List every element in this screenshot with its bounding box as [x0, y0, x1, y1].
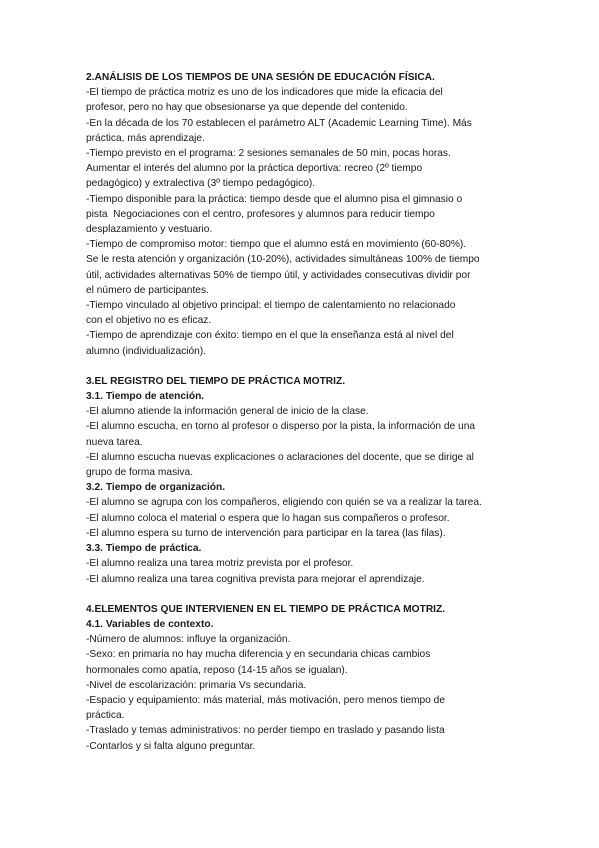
text-line: -Contarlos y si falta alguno preguntar.: [86, 740, 256, 752]
subsection-title: 3.2. Tiempo de organización.: [86, 482, 226, 494]
text-line: -Sexo: en primaria no hay mucha diferencia y en secundaria chicas cambios: [86, 649, 431, 661]
text-line: el número de participantes.: [86, 284, 209, 296]
text-line: -El alumno espera su turno de intervención para participar en la tarea (las filas).: [86, 527, 446, 539]
text-line: -El alumno realiza una tarea cognitiva prevista para mejorar el aprendizaje.: [86, 573, 425, 585]
text-line: -Tiempo de compromiso motor: tiempo que el alumno está en movimiento (60-80%).: [86, 239, 467, 251]
document-page: [86, 70, 526, 769]
text-line: -El alumno atiende la información general de inicio de la clase.: [86, 406, 369, 418]
text-line: desplazamiento y vestuario.: [86, 224, 213, 236]
text-line: nueva tarea.: [86, 436, 143, 448]
text-line: -El alumno escucha, en torno al profesor o disperso por la pista, la información de una: [86, 421, 476, 433]
text-line: -Tiempo vinculado al objetivo principal: el tiempo de calentamiento no relacionado: [86, 300, 456, 312]
text-line: -El alumno escucha nuevas explicaciones o aclaraciones del docente, que se dirige al: [86, 451, 474, 463]
text-line: grupo de forma masiva.: [86, 467, 194, 479]
subsection-title: 3.1. Tiempo de atención.: [86, 391, 205, 403]
text-line: -El alumno coloca el material o espera que lo hagan sus compañeros o profesor.: [86, 512, 450, 524]
subsection-title: 4.1. Variables de contexto.: [86, 618, 214, 630]
section-time-elements: [86, 602, 526, 754]
text-line: hormonales como apatía, reposo (14-15 años se igualan).: [86, 664, 348, 676]
text-line: -Traslado y temas administrativos: no perder tiempo en traslado y pasando lista: [86, 725, 445, 737]
text-line: -El tiempo de práctica motriz es uno de los indicadores que mide la eficacia del: [86, 87, 443, 99]
text-line: -Nivel de escolarización: primaria Vs secundaria.: [86, 679, 307, 691]
text-line: -Tiempo previsto en el programa: 2 sesiones semanales de 50 min, pocas horas.: [86, 148, 451, 160]
text-line: con el objetivo no es eficaz.: [86, 315, 212, 327]
subsection-title: 3.3. Tiempo de práctica.: [86, 543, 202, 555]
section-heading: 2.ANÁLISIS DE LOS TIEMPOS DE UNA SESIÓN DE EDUCACIÓN FÍSICA.: [86, 72, 435, 83]
text-line: alumno (individualización).: [86, 345, 207, 357]
text-line: -Número de alumnos: influye la organización.: [86, 634, 291, 646]
text-line: Aumentar el interés del alumno por la práctica deportiva: recreo (2º tiempo: [86, 163, 423, 175]
text-line: útil, actividades alternativas 50% de tiempo útil, y actividades consecutivas dividir por: [86, 269, 471, 281]
section-time-analysis: [86, 70, 526, 359]
text-line: -Espacio y equipamiento: más material, más motivación, pero menos tiempo de: [86, 694, 445, 706]
text-line: -Tiempo de aprendizaje con éxito: tiempo en el que la enseñanza está al nivel del: [86, 330, 454, 342]
section-heading: 4.ELEMENTOS QUE INTERVIENEN EN EL TIEMPO DE PRÁCTICA MOTRIZ.: [86, 603, 446, 615]
text-line: -En la década de los 70 establecen el parámetro ALT (Academic Learning Time). Más: [86, 117, 472, 129]
text-line: pedagógico) y extralectiva (3º tiempo pedagógico).: [86, 178, 316, 190]
section-heading: 3.EL REGISTRO DEL TIEMPO DE PRÁCTICA MOTRIZ.: [86, 375, 346, 387]
text-line: práctica, más aprendizaje.: [86, 132, 205, 144]
text-line: -El alumno realiza una tarea motriz prevista por el profesor.: [86, 558, 354, 570]
text-line: pista Negociaciones con el centro, profesores y alumnos para reducir tiempo: [86, 208, 435, 220]
text-line: Se le resta atención y organización (10-20%), actividades simultáneas 100% de tiempo: [86, 254, 480, 266]
text-line: -Tiempo disponible para la práctica: tiempo desde que el alumno pisa el gimnasio o: [86, 193, 463, 205]
text-line: práctica.: [86, 710, 125, 722]
text-line: profesor, pero no hay que obsesionarse ya que depende del contenido.: [86, 102, 408, 114]
text-line: -El alumno se agrupa con los compañeros, eligiendo con quién se va a realizar la tarea.: [86, 497, 482, 509]
section-time-registry: [86, 374, 526, 587]
